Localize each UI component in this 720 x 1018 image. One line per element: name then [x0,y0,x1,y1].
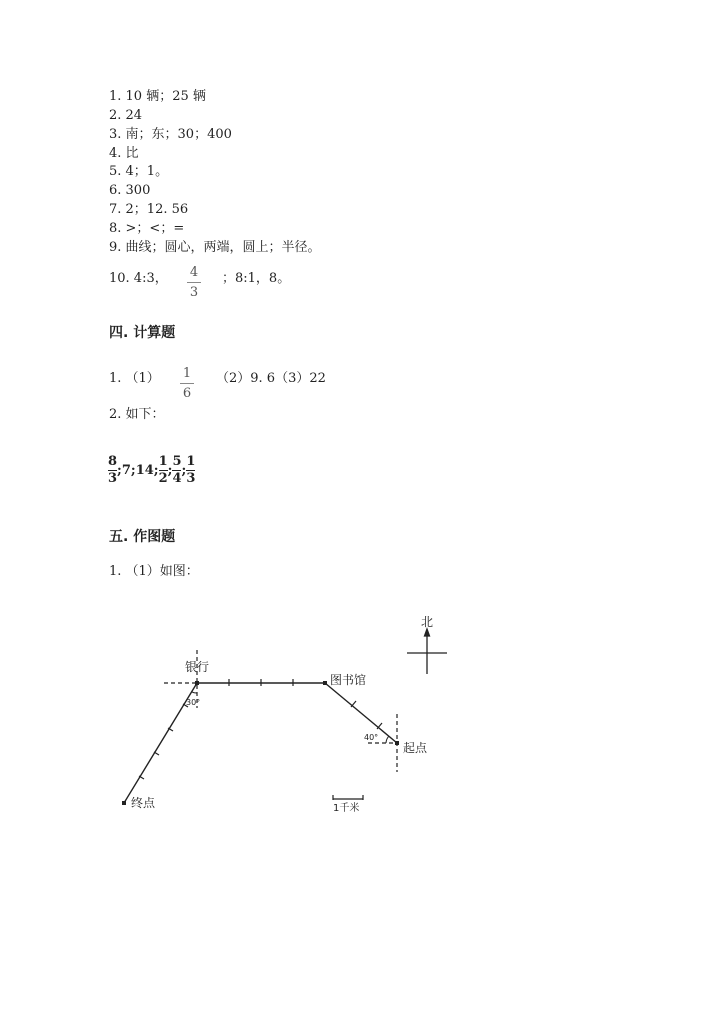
expr-separator: ; [167,462,173,478]
expr-separator: ;7;14; [117,462,159,478]
answer-10-suffix: ；8:1，8。 [222,271,291,286]
end-point [122,801,126,805]
fraction-numerator: 4 [189,265,199,280]
answer-1: 1. 10 辆；25 辆 [109,89,206,104]
start-point [395,741,399,745]
fraction-denominator: 3 [186,471,196,486]
s4-q2: 2. 如下： [109,407,165,422]
scale-label: 1千米 [333,803,360,814]
angle-arc-bank [192,692,197,693]
scale-bar [333,795,363,800]
answer-9: 9. 曲线；圆心，两端，圆上；半径。 [109,240,321,255]
fraction-denominator: 4 [172,471,182,486]
answer-10-prefix: 10. 4:3， [109,271,168,286]
angle-start-label: 40° [364,733,379,742]
s4-q1-suffix: （2）9. 6（3）22 [216,371,326,386]
answer-8: 8. >；<；= [109,221,185,236]
section-4-title: 四. 计算题 [109,325,176,341]
fraction-numerator: 8 [108,454,118,469]
bank-point [195,681,199,685]
start-label: 起点 [403,741,428,755]
route-path [124,683,397,803]
angle-bank-label: 30° [186,698,201,707]
answer-4: 4. 比 [109,146,139,161]
fraction-numerator: 5 [172,454,182,469]
angle-arc-start [386,736,389,743]
fraction-denominator: 3 [189,285,199,300]
section-5-title: 五. 作图题 [109,529,176,545]
s5-q1: 1. （1）如图： [109,564,199,579]
answer-2: 2. 24 [109,108,143,123]
answer-6: 6. 300 [109,183,151,198]
expr-separator: ; [181,462,187,478]
fraction-numerator: 1 [186,454,196,469]
end-label: 终点 [131,796,156,810]
fraction-denominator: 3 [108,471,118,486]
s4-q1-prefix: 1. （1） [109,371,160,386]
fraction-numerator: 1 [158,454,168,469]
answer-3: 3. 南；东；30；400 [109,127,232,142]
fraction-denominator: 2 [158,471,168,486]
library-label: 图书馆 [330,673,367,687]
answer-5: 5. 4；1。 [109,164,169,179]
compass-icon [407,629,447,674]
route-points [122,681,399,805]
answer-7: 7. 2；12. 56 [109,202,189,217]
fraction-numerator: 1 [182,366,192,381]
fraction-denominator: 6 [182,386,192,401]
bank-label: 银行 [185,660,210,674]
north-label: 北 [421,615,434,629]
library-point [323,681,327,685]
route-ticks [139,679,382,779]
